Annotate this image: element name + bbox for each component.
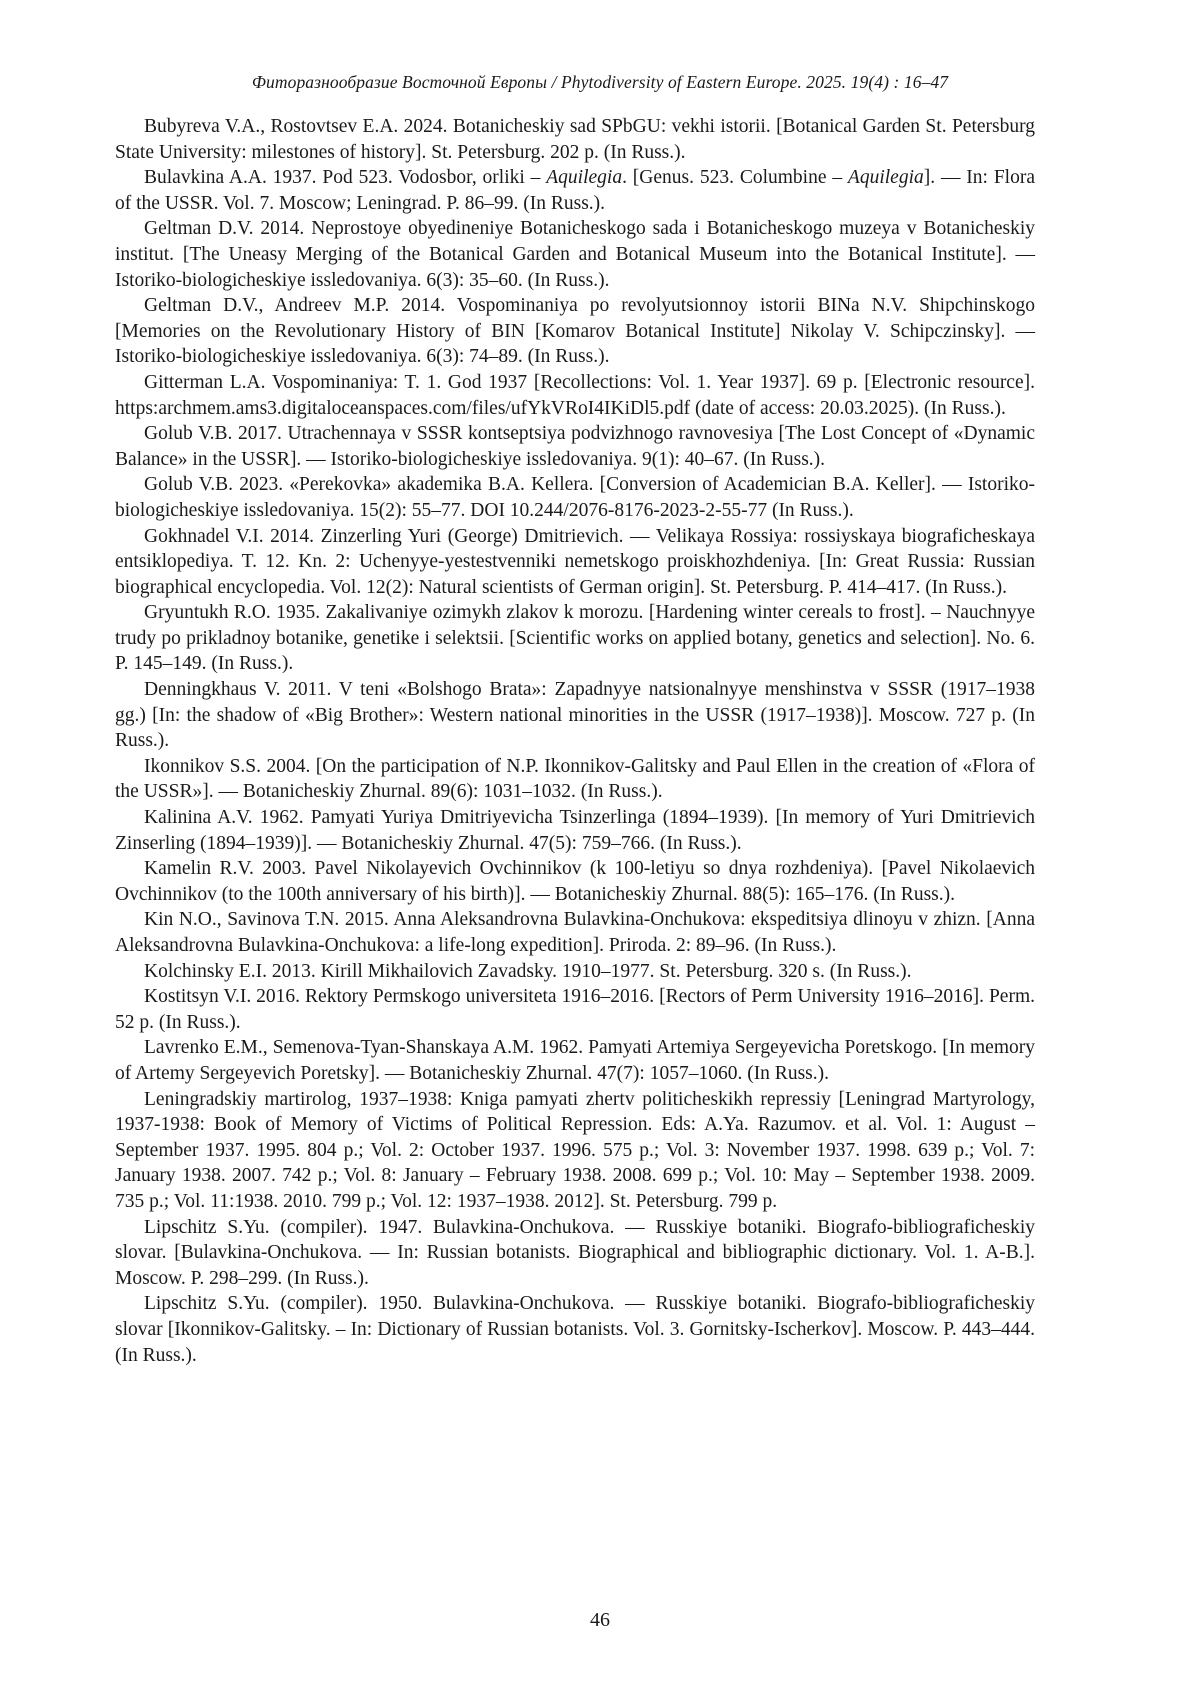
reference-text: Leningradskiy martirolog, 1937–1938: Kniga pamyati zhertv politicheskikh repressiy [Leningrad Martyrology, 1937-1938: Book of Memory of Victims of Political Repression. Eds: A.Ya. Razumov. et al. Vol. 1: August – September 1937. 1995. 804 p.; Vol. 2: October 1937. 1996. 575 p.; Vol. 3: November 1937. 1998. 639 p.; Vol. 7: January 1938. 2007. 742 p.; Vol. 8: January – February 1938. 2008. 699 p.; Vol. 10: May – September 1938. 2009. 735 p.; Vol. 11:1938. 2010. 799 p.; Vol. 12: 1937–1938. 2012]. St. Petersburg. 799 p.: [115, 1089, 1035, 1212]
reference-text: Gitterman L.A. Vospominaniya: T. 1. God 1937 [Recollections: Vol. 1. Year 1937]. 69 p. [Electronic resource]. https:archmem.ams3.digitaloceanspaces.com/files/ufYkVRoI4IKiDl5.pdf (date of access: 20.03.2025). (In Russ.).: [115, 372, 1035, 419]
reference-text: Geltman D.V., Andreev M.P. 2014. Vospominaniya po revolyutsionnoy istorii BINa N.V. Shipchinskogo [Memories on the Revolutionary History of BIN [Komarov Botanical Institute] Nikolay V. Schipczinsky]. — Istoriko-biologicheskiye issledovaniya. 6(3): 74–89. (In Russ.).: [115, 295, 1035, 367]
reference-entry: [115, 856, 1035, 907]
reference-text: Bubyreva V.A., Rostovtsev E.A. 2024. Botanicheskiy sad SPbGU: vekhi istorii. [Botanical Garden St. Petersburg State University: milestones of history]. St. Petersburg. 202 p. (In Russ.).: [115, 116, 1035, 163]
reference-entry: [115, 677, 1035, 754]
reference-entry: [115, 907, 1035, 958]
reference-text: Kamelin R.V. 2003. Pavel Nikolayevich Ovchinnikov (k 100-letiyu so dnya rozhdeniya). [Pavel Nikolaevich Ovchinnikov (to the 100th anniversary of his birth)]. — Botanicheskiy Zhurnal. 88(5): 165–176. (In Russ.).: [115, 858, 1035, 905]
taxon-name: Aquilegia: [546, 167, 622, 188]
reference-entry: [115, 600, 1035, 677]
reference-text: Gryuntukh R.O. 1935. Zakalivaniye ozimykh zlakov k morozu. [Hardening winter cereals to frost]. – Nauchnyye trudy po prikladnoy botanike, genetike i selektsii. [Scientific works on applied botany, genetics and selection]. No. 6. P. 145–149. (In Russ.).: [115, 602, 1035, 674]
reference-text: . [Genus. 523. Columbine –: [622, 167, 848, 188]
reference-text: Ikonnikov S.S. 2004. [On the participation of N.P. Ikonnikov-Galitsky and Paul Ellen in the creation of «Flora of the USSR»]. — Botanicheskiy Zhurnal. 89(6): 1031–1032. (In Russ.).: [115, 756, 1035, 803]
reference-entry: [115, 524, 1035, 601]
page-number: 46: [0, 1609, 1200, 1632]
reference-text: Lavrenko E.M., Semenova-Tyan-Shanskaya A.M. 1962. Pamyati Artemiya Sergeyevicha Poretskogo. [In memory of Artemy Sergeyevich Poretsky]. — Botanicheskiy Zhurnal. 47(7): 1057–1060. (In Russ.).: [115, 1037, 1035, 1084]
reference-text: ]. — In: Flora of the USSR. Vol. 7. Moscow; Leningrad. P. 86–99. (In Russ.).: [115, 167, 1035, 214]
reference-text: Lipschitz S.Yu. (compiler). 1950. Bulavkina-Onchukova. — Russkiye botaniki. Biografo-bibliograficheskiy slovar [Ikonnikov-Galitsky. – In: Dictionary of Russian botanists. Vol. 3. Gornitsky-Ischerkov]. Moscow. P. 443–444. (In Russ.).: [115, 1293, 1035, 1365]
taxon-name: Aquilegia: [848, 167, 924, 188]
reference-entry: [115, 114, 1035, 165]
reference-text: Kin N.O., Savinova T.N. 2015. Anna Aleksandrovna Bulavkina-Onchukova: ekspeditsiya dlinoyu v zhizn. [Anna Aleksandrovna Bulavkina-Onchukova: a life-long expedition]. Priroda. 2: 89–96. (In Russ.).: [115, 909, 1035, 956]
reference-text: Bulavkina A.A. 1937. Pod 523. Vodosbor, orliki –: [144, 167, 546, 188]
reference-entry: [115, 754, 1035, 805]
reference-entry: [115, 370, 1035, 421]
reference-text: Golub V.B. 2017. Utrachennaya v SSSR kontseptsiya podvizhnogo ravnovesiya [The Lost Concept of «Dynamic Balance» in the USSR]. — Istoriko-biologicheskiye issledovaniya. 9(1): 40–67. (In Russ.).: [115, 423, 1035, 470]
reference-entry: [115, 1291, 1035, 1368]
reference-entry: [115, 805, 1035, 856]
reference-text: Golub V.B. 2023. «Perekovka» akademika B.A. Kellera. [Conversion of Academician B.A. Keller]. — Istoriko-biologicheskiye issledovaniya. 15(2): 55–77. DOI 10.244/2076-8176-2023-2-55-77 (In Russ.).: [115, 474, 1035, 521]
reference-entry: [115, 1087, 1035, 1215]
reference-text: Denningkhaus V. 2011. V teni «Bolshogo Brata»: Zapadnyye natsionalnyye menshinstva v SSSR (1917–1938 gg.) [In: the shadow of «Big Brother»: Western national minorities in the USSR (1917–1938)]. Moscow. 727 p. (In Russ.).: [115, 679, 1035, 751]
reference-entry: [115, 959, 1035, 985]
reference-entry: [115, 293, 1035, 370]
reference-list: [115, 114, 1035, 1368]
reference-entry: [115, 1215, 1035, 1292]
reference-entry: [115, 421, 1035, 472]
reference-text: Gokhnadel V.I. 2014. Zinzerling Yuri (George) Dmitrievich. — Velikaya Rossiya: rossiyskaya biograficheskaya entsiklopediya. T. 12. Kn. 2: Uchenyye-yestestvenniki nemetskogo proiskhozhdeniya. [In: Great Russia: Russian biographical encyclopedia. Vol. 12(2): Natural scientists of German origin]. St. Petersburg. P. 414–417. (In Russ.).: [115, 526, 1035, 598]
reference-entry: [115, 984, 1035, 1035]
running-header: Фиторазнообразие Восточной Европы / Phytodiversity of Eastern Europe. 2025. 19(4) : 16–47: [0, 72, 1200, 93]
reference-entry: [115, 1035, 1035, 1086]
reference-text: Lipschitz S.Yu. (compiler). 1947. Bulavkina-Onchukova. — Russkiye botaniki. Biografo-bibliograficheskiy slovar. [Bulavkina-Onchukova. — In: Russian botanists. Biographical and bibliographic dictionary. Vol. 1. A-B.]. Moscow. P. 298–299. (In Russ.).: [115, 1217, 1035, 1289]
reference-text: Kalinina A.V. 1962. Pamyati Yuriya Dmitriyevicha Tsinzerlinga (1894–1939). [In memory of Yuri Dmitrievich Zinserling (1894–1939)]. — Botanicheskiy Zhurnal. 47(5): 759–766. (In Russ.).: [115, 807, 1035, 854]
reference-entry: [115, 165, 1035, 216]
reference-text: Geltman D.V. 2014. Neprostoye obyedineniye Botanicheskogo sada i Botanicheskogo muzeya v Botanicheskiy institut. [The Uneasy Merging of the Botanical Garden and Botanical Museum into the Botanical Institute]. — Istoriko-biologicheskiye issledovaniya. 6(3): 35–60. (In Russ.).: [115, 218, 1035, 290]
reference-text: Kolchinsky E.I. 2013. Kirill Mikhailovich Zavadsky. 1910–1977. St. Petersburg. 320 s. (In Russ.).: [144, 961, 912, 982]
reference-entry: [115, 216, 1035, 293]
reference-entry: [115, 472, 1035, 523]
reference-text: Kostitsyn V.I. 2016. Rektory Permskogo universiteta 1916–2016. [Rectors of Perm University 1916–2016]. Perm. 52 p. (In Russ.).: [115, 986, 1035, 1033]
